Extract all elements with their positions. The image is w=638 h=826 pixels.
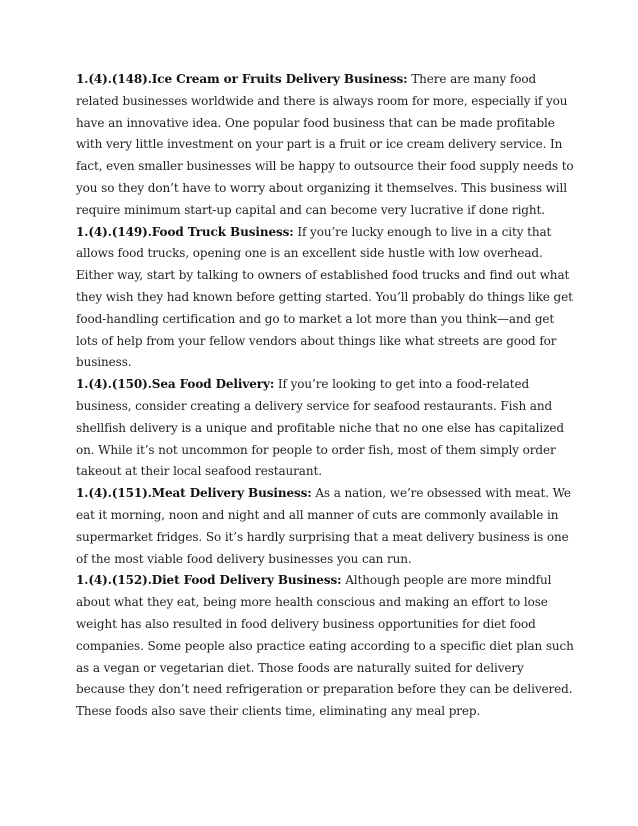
entry-body: If you’re lucky enough to live in a city that allows food trucks, opening one is an excellent side hustle with low overhead. Either way, start by talking to owners of established food trucks and find out what they wish they had known before getting started. You’ll probably do things like get food-handling certification and go to market a lot more than you think—and get lots of help from your fellow vendors about things like what streets are good for business. bbox=[76, 224, 573, 370]
entry-body: As a nation, we’re obsessed with meat. We eat it morning, noon and night and all manner of cuts are commonly available in supermarket fridges. So it’s hardly surprising that a meat delivery business is one of the most viable food delivery businesses you can run. bbox=[76, 486, 571, 566]
entry-heading: 1.(4).(152).Diet Food Delivery Business: bbox=[76, 573, 342, 588]
entry-body: There are many food related businesses worldwide and there is always room for more, especially if you have an innovative idea. One popular food business that can be made profitable with very little investment on your part is a fruit or ice cream delivery service. In fact, even smaller businesses will be happy to outsource their food supply needs to you so they don’t have to worry about organizing it themselves. This business will require minimum start-up capital and can become very lucrative if done right. bbox=[76, 72, 574, 217]
entry-heading: 1.(4).(149).Food Truck Business: bbox=[76, 224, 294, 239]
entry-meat-delivery bbox=[76, 483, 576, 570]
entry-ice-cream-fruits-delivery bbox=[76, 69, 576, 222]
entry-heading: 1.(4).(150).Sea Food Delivery: bbox=[76, 377, 275, 392]
entry-diet-food-delivery bbox=[76, 570, 576, 723]
entry-sea-food-delivery bbox=[76, 374, 576, 483]
document-body bbox=[76, 69, 576, 723]
entry-body: Although people are more mindful about what they eat, being more health conscious and making an effort to lose weight has also resulted in food delivery business opportunities for diet food companies. Some people also practice eating according to a specific diet plan such as a vegan or vegetarian diet. Those foods are naturally suited for delivery because they don’t need refrigeration or preparation before they can be delivered. These foods also save their clients time, eliminating any meal prep. bbox=[76, 573, 574, 719]
entry-body: If you’re looking to get into a food-related business, consider creating a delivery service for seafood restaurants. Fish and shellfish delivery is a unique and profitable niche that no one else has capitalized on. While it’s not uncommon for people to order fish, most of them simply order takeout at their local seafood restaurant. bbox=[76, 377, 564, 479]
entry-heading: 1.(4).(151).Meat Delivery Business: bbox=[76, 486, 312, 501]
entry-food-truck bbox=[76, 222, 576, 375]
entry-heading: 1.(4).(148).Ice Cream or Fruits Delivery Business: bbox=[76, 72, 408, 86]
